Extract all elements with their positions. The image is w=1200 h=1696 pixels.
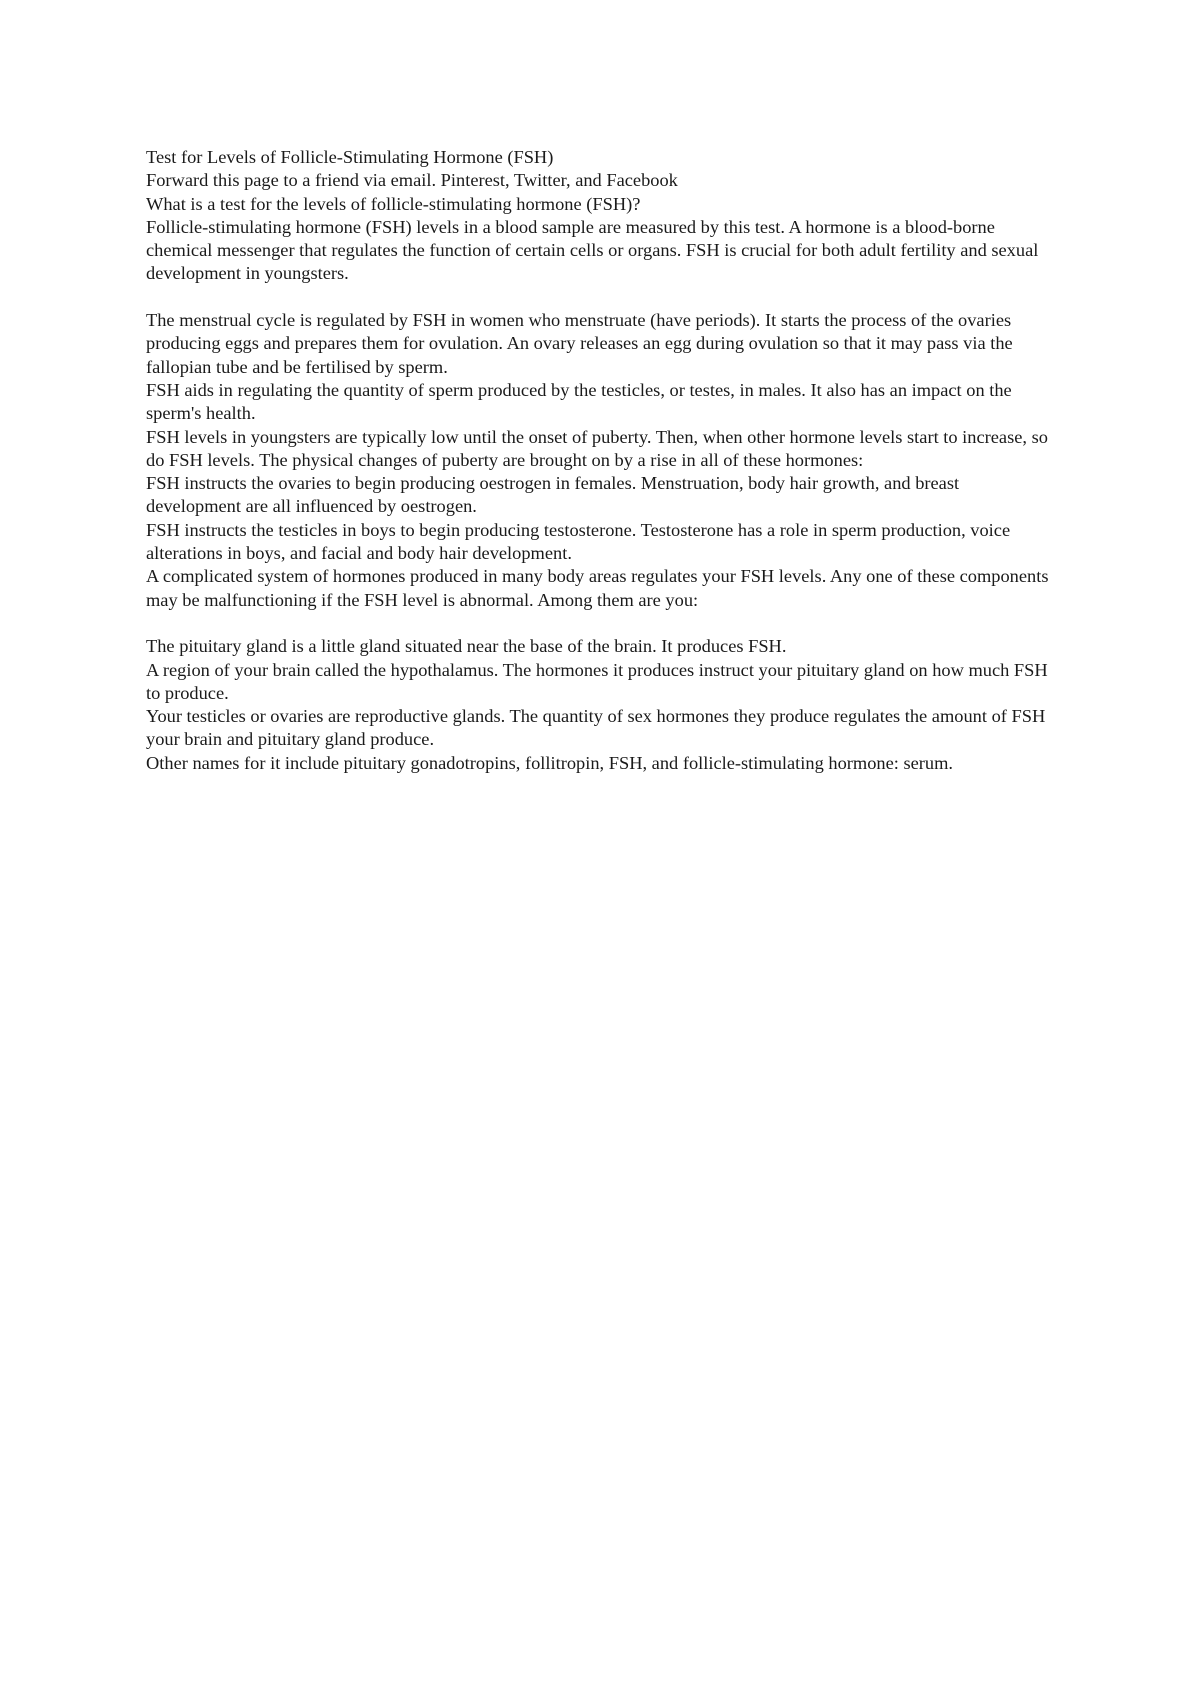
paragraph-gap <box>146 286 1056 309</box>
intro-paragraph: Follicle-stimulating hormone (FSH) levels in a blood sample are measured by this test. A hormone is a blood-borne chemical messenger that regulates the function of certain cells or organs. FSH is crucial for both adult fertility and sexual development in youngsters. <box>146 216 1039 284</box>
other-names-paragraph: Other names for it include pituitary gonadotropins, follitropin, FSH, and follicle-stimulating hormone: serum. <box>146 752 954 773</box>
pituitary-paragraph: The pituitary gland is a little gland situated near the base of the brain. It produces FSH. <box>146 636 787 657</box>
youngsters-paragraph: FSH levels in youngsters are typically low until the onset of puberty. Then, when other hormone levels start to increase, so do FSH levels. The physical changes of puberty are brought on by a rise in all of these hormones: <box>146 426 1048 470</box>
document-page <box>146 146 1056 775</box>
system-paragraph: A complicated system of hormones produced in many body areas regulates your FSH levels. Any one of these components may be malfunctioning if the FSH level is abnormal. Among them are you: <box>146 566 1049 610</box>
document-title: Test for Levels of Follicle-Stimulating Hormone (FSH) <box>146 147 554 167</box>
men-paragraph: FSH aids in regulating the quantity of sperm produced by the testicles, or testes, in males. It also has an impact on the sperm's health. <box>146 379 1012 424</box>
question-heading: What is a test for the levels of follicle-stimulating hormone (FSH)? <box>146 193 641 214</box>
hypothalamus-paragraph: A region of your brain called the hypothalamus. The hormones it produces instruct your pituitary gland on how much FSH to produce. <box>146 659 1048 703</box>
share-line: Forward this page to a friend via email. Pinterest, Twitter, and Facebook <box>146 170 678 191</box>
females-paragraph: FSH instructs the ovaries to begin producing oestrogen in females. Menstruation, body hair growth, and breast development are all influenced by oestrogen. <box>146 473 960 517</box>
women-paragraph: The menstrual cycle is regulated by FSH in women who menstruate (have periods). It starts the process of the ovaries producing eggs and prepares them for ovulation. An ovary releases an egg during ovulation so that it may pass via the fallopian tube and be fertilised by sperm. <box>146 310 1013 377</box>
boys-paragraph: FSH instructs the testicles in boys to begin producing testosterone. Testosterone has a role in sperm production, voice alterations in boys, and facial and body hair development. <box>146 519 1011 564</box>
glands-paragraph: Your testicles or ovaries are reproductive glands. The quantity of sex hormones they produce regulates the amount of FSH your brain and pituitary gland produce. <box>146 706 1046 750</box>
paragraph-gap <box>146 612 1056 635</box>
